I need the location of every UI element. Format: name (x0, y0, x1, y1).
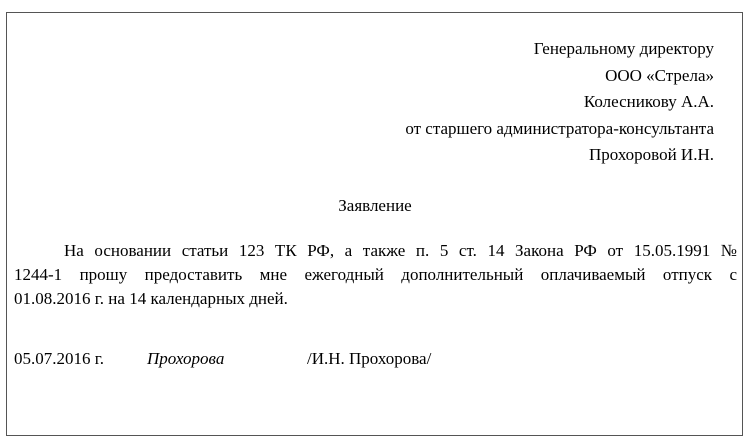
signature-date: 05.07.2016 г. (14, 349, 105, 368)
handwritten-signature: Прохорова (147, 349, 225, 368)
document-body (14, 239, 737, 311)
addressee-position: Генеральному директору (533, 39, 714, 58)
signature-name: /И.Н. Прохорова/ (307, 349, 432, 368)
document-title: Заявление (338, 196, 412, 215)
body-line-2: 1244-1 прошу предоставить мне ежегодный дополнительный оплачиваемый отпуск с (14, 265, 737, 284)
addressee-company: ООО «Стрела» (605, 65, 714, 85)
sender-name: Прохоровой И.Н. (588, 145, 714, 164)
sender-position: от старшего администратора-консультанта (405, 118, 714, 138)
addressee-name: Колесникову А.А. (583, 92, 714, 111)
body-line-1: На основании статьи 123 ТК РФ, а также п. 5 ст. 14 Закона РФ от 15.05.1991 № (64, 241, 737, 260)
addressee-block (405, 36, 714, 169)
body-line-3: 01.08.2016 г. на 14 календарных дней. (14, 289, 288, 308)
